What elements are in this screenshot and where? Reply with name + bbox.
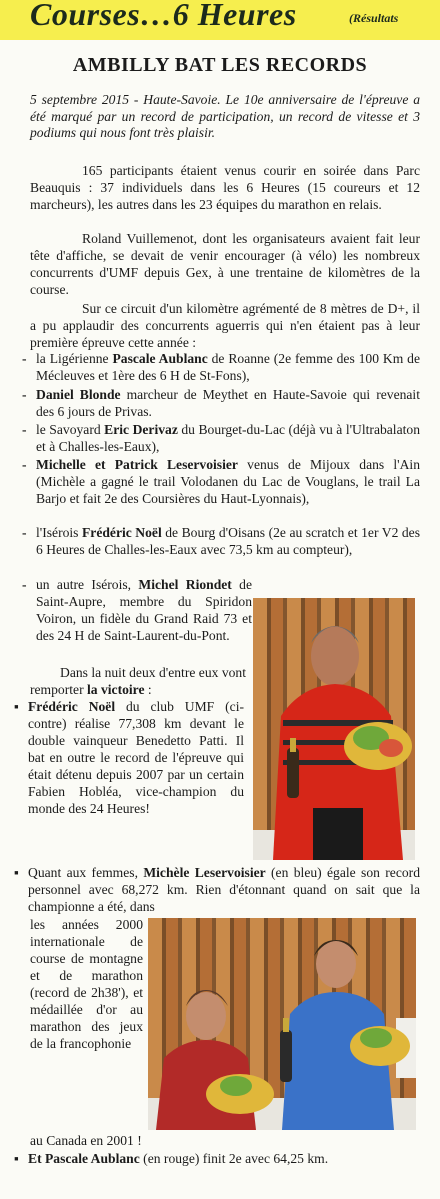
list-item: - Daniel Blonde marcheur de Meythet en Haute-Savoie qui revenait des 6 jours de Privas. [22,387,420,419]
list-item: - Michelle et Patrick Leservoisier venus de Mijoux dans l'Ain (Michèle a gagné le trail Volodanen du Lac de Vouglans, le trail La Barjo et fait 2e des Coursières du Haut-Lyonnais), [22,457,421,506]
result-item: ▪ Frédéric Noël du club UMF (ci-contre) réalise 77,308 km devant le double vainqueur Benedetto Patti. Il bat en outre le record de l'épreuve qui était détenu depuis 2007 par un certain Fabien Hobléa, vice-champion du monde des 24 Heures! [14,699,244,816]
section-subtitle: (Résultats [349,11,399,25]
winner-photo [253,598,415,860]
paragraph-1: 165 participants étaient venus courir en soirée dans Parc Beauquis : 37 individuels dans les 6 Heures (15 coureurs et 12 marcheurs), les autres dans les 23 équipes du marathon en relais. [30,163,420,212]
list-item: - l'Isérois Frédéric Noël de Bourg d'Oisans (2e au scratch et 1er V2 des 6 Heures de Challes-les-Eaux avec 73,5 km au compteur), [22,525,420,557]
section-banner [0,0,440,40]
women-figure [148,918,416,1130]
winner-figure [253,598,415,860]
article-intro: 5 septembre 2015 - Haute-Savoie. Le 10e anniversaire de l'épreuve a été marqué par un record de participation, un record de vitesse et 3 podiums qui nous font très plaisir. [30,92,420,141]
list-item: - un autre Isérois, Michel Riondet de Saint-Aupre, membre du Spiridon Voiron, un fidèle du Grand Raid 73 et des 24 H de Saint-Laurent-du-Pont. [22,577,252,643]
list-item: - le Savoyard Eric Derivaz du Bourget-du-Lac (déjà vu à l'Ultrabalaton et à Challes-les-Eaux), [22,422,420,454]
paragraph-4: Dans la nuit deux d'entre eux vont remporter la victoire : [30,665,246,697]
article-headline: AMBILLY BAT LES RECORDS [72,54,368,76]
result-item: ▪ Quant aux femmes, Michèle Leservoisier (en bleu) égale son record personnel avec 68,272 km. Rien d'étonnant quand on sait que la championne a été, dans [14,865,420,914]
section-title: Courses…6 Heures [30,0,297,32]
result-item: ▪ Et Pascale Aublanc (en rouge) finit 2e avec 64,25 km. [14,1151,329,1166]
women-photo [148,918,416,1130]
result-continuation: les années 2000 internationale de course de montagne et de marathon (record de 2h38'), et médaillée d'or au marathon des jeux de la francophonie [30,917,143,1051]
paragraph-2: Roland Vuillemenot, dont les organisateurs avaient fait leur tête d'affiche, se devait de venir encourager (à vélo) les nombreux concurrents d'UMF depuis Gex, à une trentaine de kilomètres de la course. [30,231,420,297]
result-end: au Canada en 2001 ! [30,1133,142,1148]
list-item: - la Ligérienne Pascale Aublanc de Roanne (2e femme des 100 Km de Mécleuves et 1ère des 6 H de St-Fons), [22,351,421,383]
paragraph-3: Sur ce circuit d'un kilomètre agrémenté de 8 mètres de D+, il a pu applaudir des concurrents aguerris qui n'en étaient pas à leur première épreuve cette année : [30,301,420,350]
